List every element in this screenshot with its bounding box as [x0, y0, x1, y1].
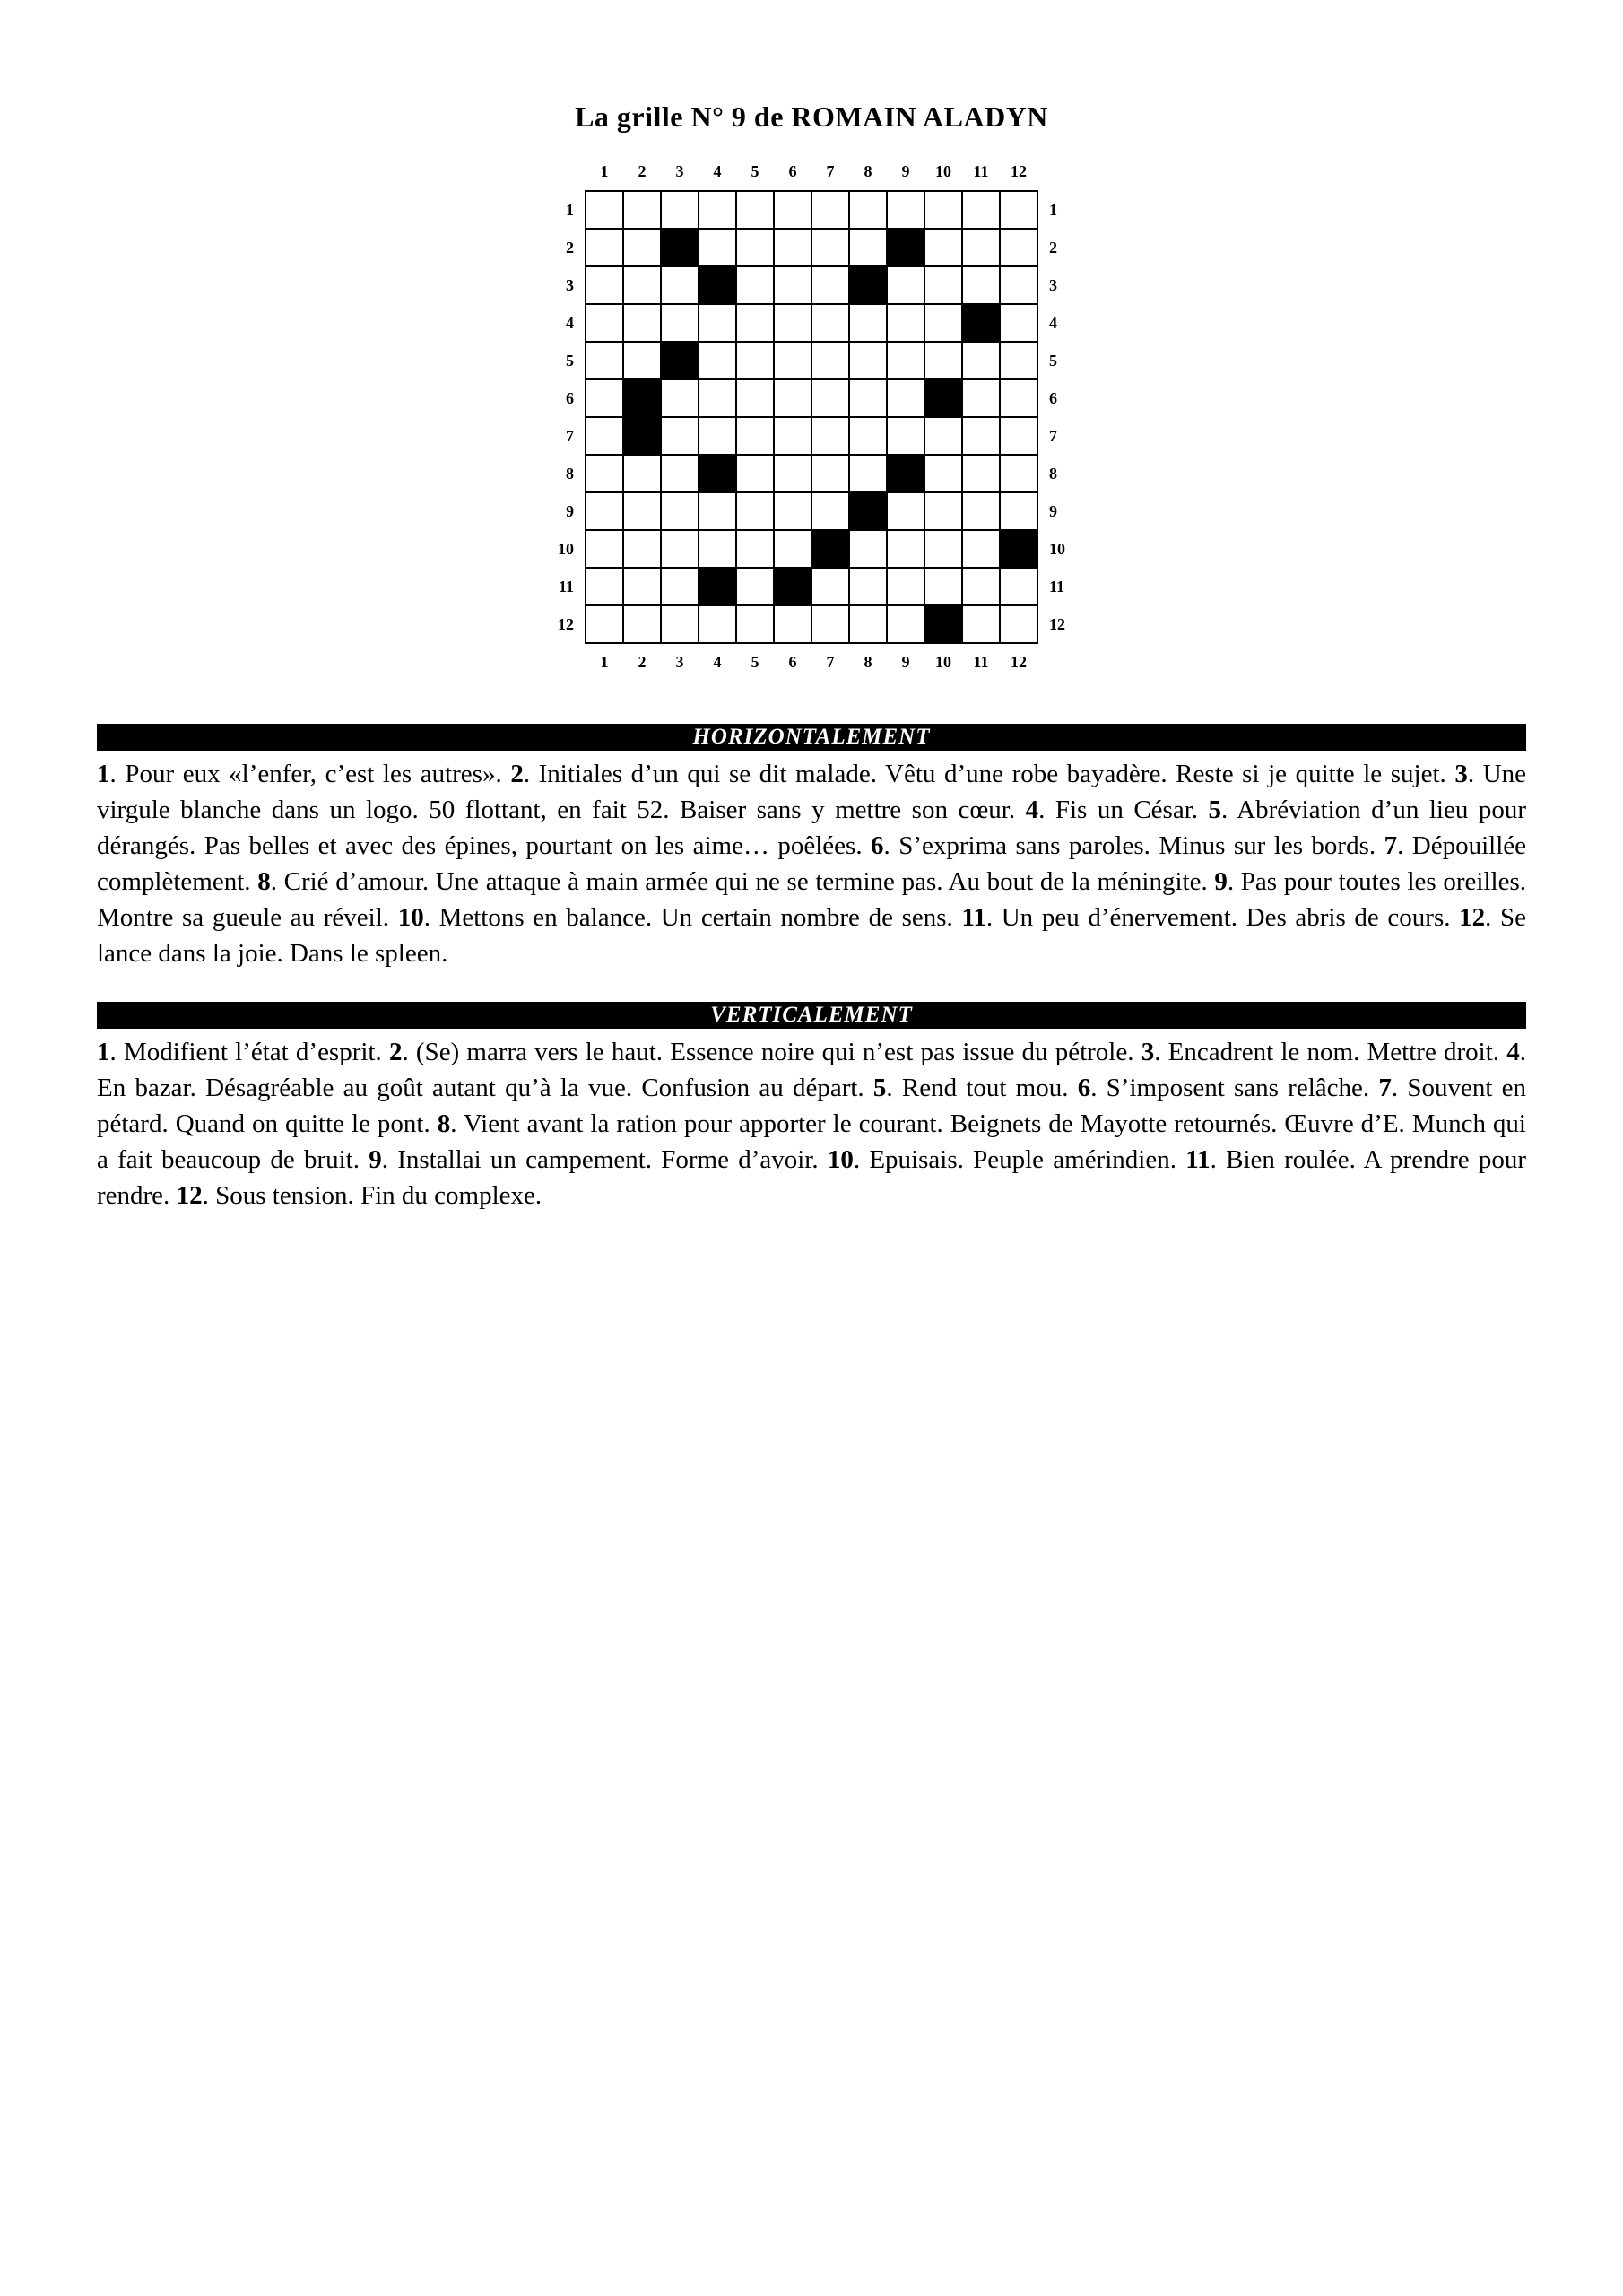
row-number-right: 7	[1049, 426, 1057, 445]
clue-number: 4	[1025, 796, 1039, 824]
empty-cell	[774, 417, 812, 455]
empty-cell	[1000, 191, 1037, 229]
empty-cell	[887, 342, 924, 379]
clue-number: 1	[97, 1038, 110, 1066]
col-number-bottom: 1	[600, 653, 609, 671]
empty-cell	[924, 568, 962, 605]
empty-cell	[849, 605, 887, 643]
empty-cell	[661, 605, 699, 643]
empty-cell	[736, 417, 774, 455]
empty-cell	[586, 191, 623, 229]
black-cell	[699, 455, 736, 492]
empty-cell	[774, 605, 812, 643]
empty-cell	[812, 492, 849, 530]
empty-cell	[812, 605, 849, 643]
empty-cell	[699, 379, 736, 417]
empty-cell	[736, 568, 774, 605]
clue-number: 11	[961, 903, 986, 932]
crossword-grid	[548, 161, 1075, 674]
empty-cell	[962, 568, 1000, 605]
col-number-bottom: 10	[935, 653, 951, 671]
empty-cell	[586, 342, 623, 379]
vertical-header-label: VERTICALEMENT	[710, 1003, 913, 1027]
empty-cell	[774, 191, 812, 229]
horizontal-header-bar	[97, 724, 1526, 751]
clue-number: 2	[510, 760, 524, 788]
empty-cell	[812, 342, 849, 379]
col-number-top: 6	[788, 162, 797, 180]
empty-cell	[623, 455, 661, 492]
empty-cell	[661, 191, 699, 229]
empty-cell	[774, 229, 812, 266]
empty-cell	[849, 304, 887, 342]
empty-cell	[962, 379, 1000, 417]
empty-cell	[586, 379, 623, 417]
empty-cell	[623, 530, 661, 568]
empty-cell	[924, 492, 962, 530]
empty-cell	[1000, 266, 1037, 304]
vertical-header-bar	[97, 1002, 1526, 1029]
empty-cell	[661, 417, 699, 455]
empty-cell	[699, 191, 736, 229]
row-number-left: 10	[558, 539, 574, 558]
row-number-right: 6	[1049, 388, 1057, 407]
empty-cell	[887, 304, 924, 342]
row-number-left: 11	[558, 577, 574, 596]
row-number-right: 11	[1049, 577, 1065, 596]
empty-cell	[774, 379, 812, 417]
empty-cell	[1000, 492, 1037, 530]
vertical-clues: 1. Modifient l’état d’esprit. 2. (Se) marra vers le haut. Essence noire qui n’est pas issue du pétrole. 3. Encadrent le nom. Mettre droit. 4. En bazar. Désagréable au goût autant qu’à la vue. Confusion au départ. 5. Rend tout mou. 6. S’imposent sans relâche. 7. Souvent en pétard. Quand on quitte le pont. 8. Vient avant la ration pour apporter le courant. Beignets de Mayotte retournés. Œuvre d’E. Munch qui a fait beaucoup de bruit. 9. Installai un campement. Forme d’avoir. 10. Epuisais. Peuple amérindien. 11. Bien roulée. A prendre pour rendre. 12. Sous tension. Fin du complexe.	[97, 1038, 1526, 1210]
page-title: La grille N° 9 de ROMAIN ALADYN	[575, 100, 1048, 133]
empty-cell	[812, 455, 849, 492]
row-number-left: 5	[566, 351, 574, 370]
clue-number: 4	[1506, 1038, 1520, 1066]
black-cell	[849, 266, 887, 304]
empty-cell	[1000, 342, 1037, 379]
empty-cell	[699, 229, 736, 266]
empty-cell	[774, 304, 812, 342]
black-cell	[661, 229, 699, 266]
row-number-right: 4	[1049, 313, 1057, 332]
col-number-bottom: 9	[901, 653, 910, 671]
empty-cell	[736, 492, 774, 530]
black-cell	[887, 229, 924, 266]
clue-number: 11	[1185, 1145, 1211, 1174]
col-number-top: 9	[901, 162, 910, 180]
empty-cell	[586, 266, 623, 304]
empty-cell	[924, 455, 962, 492]
col-number-top: 8	[864, 162, 872, 180]
empty-cell	[736, 266, 774, 304]
clue-number: 5	[872, 1074, 887, 1102]
clue-number: 5	[1208, 796, 1222, 824]
empty-cell	[887, 379, 924, 417]
empty-cell	[812, 266, 849, 304]
empty-cell	[736, 379, 774, 417]
clue-number: 6	[871, 831, 884, 860]
col-number-top: 4	[713, 162, 722, 180]
empty-cell	[774, 530, 812, 568]
empty-cell	[586, 605, 623, 643]
empty-cell	[924, 229, 962, 266]
empty-cell	[699, 342, 736, 379]
clue-number: 10	[827, 1145, 854, 1174]
empty-cell	[849, 530, 887, 568]
row-number-right: 9	[1049, 501, 1057, 520]
empty-cell	[812, 229, 849, 266]
black-cell	[924, 379, 962, 417]
empty-cell	[1000, 229, 1037, 266]
black-cell	[924, 605, 962, 643]
empty-cell	[849, 229, 887, 266]
empty-cell	[962, 191, 1000, 229]
empty-cell	[962, 492, 1000, 530]
clue-number: 9	[369, 1145, 382, 1174]
empty-cell	[924, 191, 962, 229]
row-number-right: 3	[1049, 275, 1057, 294]
row-number-right: 2	[1049, 238, 1057, 257]
col-number-top: 7	[826, 162, 835, 180]
empty-cell	[699, 417, 736, 455]
empty-cell	[887, 492, 924, 530]
black-cell	[699, 266, 736, 304]
col-number-bottom: 3	[675, 653, 684, 671]
row-number-right: 10	[1049, 539, 1065, 558]
empty-cell	[661, 304, 699, 342]
empty-cell	[812, 191, 849, 229]
empty-cell	[736, 530, 774, 568]
empty-cell	[962, 229, 1000, 266]
empty-cell	[623, 191, 661, 229]
empty-cell	[661, 492, 699, 530]
empty-cell	[812, 304, 849, 342]
empty-cell	[623, 304, 661, 342]
grid-corner	[1037, 161, 1075, 191]
empty-cell	[1000, 455, 1037, 492]
empty-cell	[849, 568, 887, 605]
empty-cell	[774, 455, 812, 492]
empty-cell	[661, 379, 699, 417]
empty-cell	[586, 304, 623, 342]
empty-cell	[1000, 304, 1037, 342]
empty-cell	[774, 342, 812, 379]
empty-cell	[812, 417, 849, 455]
empty-cell	[736, 455, 774, 492]
black-cell	[774, 568, 812, 605]
empty-cell	[736, 342, 774, 379]
empty-cell	[774, 266, 812, 304]
empty-cell	[962, 455, 1000, 492]
black-cell	[623, 379, 661, 417]
col-number-top: 10	[935, 162, 951, 180]
col-number-bottom: 12	[1011, 653, 1027, 671]
clue-number: 7	[1378, 1074, 1392, 1102]
empty-cell	[774, 492, 812, 530]
empty-cell	[661, 266, 699, 304]
clue-number: 12	[176, 1181, 203, 1210]
empty-cell	[586, 530, 623, 568]
empty-cell	[849, 379, 887, 417]
clues-area	[97, 724, 1526, 1213]
clue-number: 2	[388, 1038, 403, 1066]
empty-cell	[849, 455, 887, 492]
row-number-left: 12	[558, 614, 574, 633]
black-cell	[812, 530, 849, 568]
empty-cell	[924, 530, 962, 568]
black-cell	[623, 417, 661, 455]
empty-cell	[887, 417, 924, 455]
empty-cell	[887, 605, 924, 643]
col-number-bottom: 11	[973, 653, 989, 671]
col-number-top: 11	[973, 162, 989, 180]
clue-number: 9	[1214, 867, 1228, 896]
col-number-top: 2	[638, 162, 647, 180]
col-number-top: 12	[1011, 162, 1027, 180]
empty-cell	[924, 417, 962, 455]
black-cell	[699, 568, 736, 605]
empty-cell	[1000, 417, 1037, 455]
empty-cell	[812, 379, 849, 417]
black-cell	[962, 304, 1000, 342]
empty-cell	[661, 455, 699, 492]
section-horizontal	[97, 724, 1526, 971]
empty-cell	[849, 417, 887, 455]
empty-cell	[1000, 605, 1037, 643]
row-number-left: 2	[566, 238, 574, 257]
clue-number: 8	[257, 867, 271, 896]
empty-cell	[1000, 379, 1037, 417]
empty-cell	[623, 342, 661, 379]
clue-number: 10	[397, 903, 424, 932]
horizontal-clues: 1. Pour eux «l’enfer, c’est les autres». 2. Initiales d’un qui se dit malade. Vêtu d’une robe bayadère. Reste si je quitte le sujet. 3. Une virgule blanche dans un logo. 50 flottant, en fait 52. Baiser sans y mettre son cœur. 4. Fis un César. 5. Abréviation d’un lieu pour dérangés. Pas belles et avec des épines, pourtant on les aime… poêlées. 6. S’exprima sans paroles. Minus sur les bords. 7. Dépouillée complètement. 8. Crié d’amour. Une attaque à main armée qui ne se termine pas. Au bout de la méningite. 9. Pas pour toutes les oreilles. Montre sa gueule au réveil. 10. Mettons en balance. Un certain nombre de sens. 11. Un peu d’énervement. Des abris de cours. 12. Se lance dans la joie. Dans le spleen.	[97, 760, 1527, 968]
empty-cell	[962, 266, 1000, 304]
clue-number: 3	[1454, 760, 1468, 788]
col-number-bottom: 7	[826, 653, 835, 671]
empty-cell	[586, 568, 623, 605]
row-number-left: 1	[566, 200, 574, 219]
empty-cell	[586, 455, 623, 492]
crossword-grid-area	[0, 161, 1623, 674]
empty-cell	[887, 568, 924, 605]
empty-cell	[962, 605, 1000, 643]
empty-cell	[623, 492, 661, 530]
empty-cell	[849, 342, 887, 379]
empty-cell	[623, 568, 661, 605]
empty-cell	[924, 266, 962, 304]
col-number-bottom: 6	[788, 653, 797, 671]
empty-cell	[812, 568, 849, 605]
empty-cell	[699, 530, 736, 568]
empty-cell	[661, 530, 699, 568]
row-number-right: 8	[1049, 464, 1057, 483]
clue-number: 3	[1141, 1038, 1155, 1066]
empty-cell	[586, 492, 623, 530]
empty-cell	[1000, 568, 1037, 605]
col-number-bottom: 4	[713, 653, 722, 671]
empty-cell	[924, 304, 962, 342]
empty-cell	[849, 191, 887, 229]
black-cell	[1000, 530, 1037, 568]
section-vertical	[97, 1002, 1526, 1213]
row-number-left: 9	[566, 501, 574, 520]
grid-corner	[548, 643, 586, 674]
empty-cell	[623, 266, 661, 304]
clue-number: 8	[437, 1109, 451, 1138]
empty-cell	[699, 304, 736, 342]
black-cell	[887, 455, 924, 492]
row-number-right: 1	[1049, 200, 1057, 219]
empty-cell	[887, 266, 924, 304]
col-number-top: 5	[751, 162, 759, 180]
col-number-top: 3	[675, 162, 684, 180]
black-cell	[849, 492, 887, 530]
empty-cell	[962, 342, 1000, 379]
empty-cell	[924, 342, 962, 379]
empty-cell	[586, 417, 623, 455]
empty-cell	[586, 229, 623, 266]
empty-cell	[962, 417, 1000, 455]
row-number-left: 8	[566, 464, 574, 483]
empty-cell	[736, 191, 774, 229]
empty-cell	[623, 605, 661, 643]
empty-cell	[736, 304, 774, 342]
black-cell	[661, 342, 699, 379]
col-number-bottom: 8	[864, 653, 872, 671]
empty-cell	[699, 492, 736, 530]
row-number-left: 4	[566, 313, 574, 332]
clue-number: 1	[97, 760, 110, 788]
empty-cell	[887, 191, 924, 229]
row-number-left: 7	[566, 426, 574, 445]
row-number-right: 5	[1049, 351, 1057, 370]
empty-cell	[736, 229, 774, 266]
horizontal-header-label: HORIZONTALEMENT	[692, 725, 931, 749]
empty-cell	[699, 605, 736, 643]
empty-cell	[962, 530, 1000, 568]
clue-number: 6	[1077, 1074, 1091, 1102]
grid-corner	[548, 161, 586, 191]
row-number-right: 12	[1049, 614, 1065, 633]
row-number-left: 6	[566, 388, 574, 407]
col-number-top: 1	[600, 162, 609, 180]
empty-cell	[661, 568, 699, 605]
empty-cell	[623, 229, 661, 266]
grid-corner	[1037, 643, 1075, 674]
col-number-bottom: 5	[751, 653, 759, 671]
col-number-bottom: 2	[638, 653, 647, 671]
clue-number: 7	[1384, 831, 1398, 860]
clue-number: 12	[1459, 903, 1486, 932]
empty-cell	[736, 605, 774, 643]
empty-cell	[887, 530, 924, 568]
row-number-left: 3	[566, 275, 574, 294]
